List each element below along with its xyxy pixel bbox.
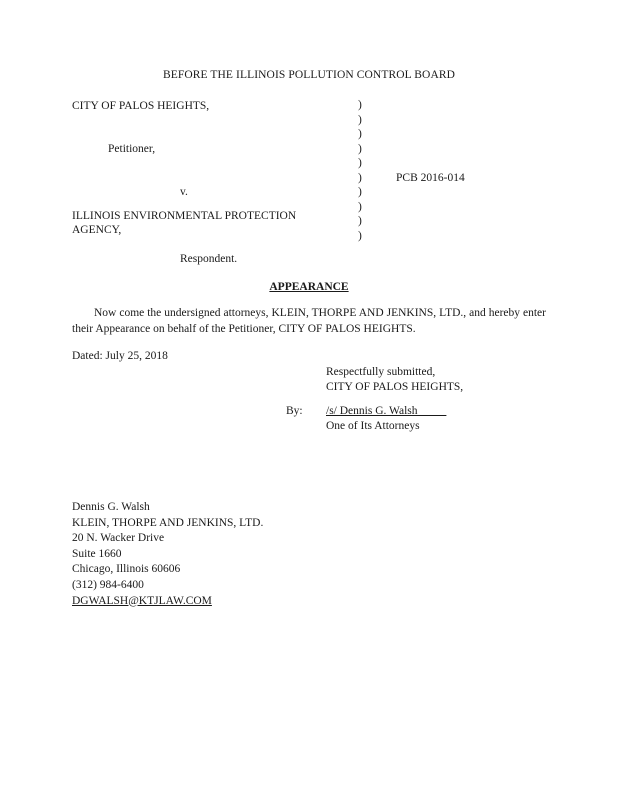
phone-number: (312) 984-6400 <box>72 578 144 591</box>
caption-paren: ) <box>358 128 362 140</box>
signature-by-label: By: <box>286 405 303 417</box>
city-state-zip: Chicago, Illinois 60606 <box>72 563 181 576</box>
caption-paren: ) <box>358 113 362 126</box>
document-title: APPEARANCE <box>269 281 349 293</box>
respondent-name-line2: AGENCY, <box>72 224 122 236</box>
signature-capacity: One of Its Attorneys <box>326 420 420 432</box>
appearance-paragraph <box>72 305 546 337</box>
signature-closing: Respectfully submitted, <box>326 366 436 378</box>
caption-paren: ) <box>358 157 362 169</box>
firm-name: KLEIN, THORPE AND JENKINS, LTD. <box>72 516 264 529</box>
caption-paren: ) <box>358 171 362 184</box>
caption-paren: ) <box>358 200 362 213</box>
board-heading: BEFORE THE ILLINOIS POLLUTION CONTROL BOARD <box>162 69 456 81</box>
attorney-block <box>72 500 263 609</box>
caption-paren: ) <box>358 142 362 155</box>
caption-paren: ) <box>358 186 362 198</box>
respondent-name-line1: ILLINOIS ENVIRONMENTAL PROTECTION <box>72 210 297 222</box>
petitioner-name: CITY OF PALOS HEIGHTS, <box>72 100 210 112</box>
caption-paren: ) <box>358 99 362 111</box>
versus-label: v. <box>180 186 188 198</box>
signature-line <box>326 404 446 418</box>
appearance-paragraph-text: Now come the undersigned attorneys, KLEIN, THORPE AND JENKINS, LTD., and hereby enter their Appearance on behalf of the Petitioner, CITY OF PALOS HEIGHTS. <box>72 307 546 335</box>
dated-line: Dated: July 25, 2018 <box>72 350 168 362</box>
email-link[interactable]: DGWALSH@KTJLAW.COM <box>72 594 212 607</box>
caption-paren: ) <box>358 229 362 242</box>
signer-name: /s/ Dennis G. Walsh <box>326 405 418 417</box>
signature-party: CITY OF PALOS HEIGHTS, <box>326 381 464 393</box>
petitioner-role: Petitioner, <box>108 143 156 155</box>
case-number: PCB 2016-014 <box>396 172 465 184</box>
suite-number: Suite 1660 <box>72 547 122 560</box>
street-address: 20 N. Wacker Drive <box>72 532 165 545</box>
respondent-role: Respondent. <box>180 253 238 265</box>
caption-paren: ) <box>358 215 362 227</box>
caption-parentheses <box>358 98 368 243</box>
attorney-name: Dennis G. Walsh <box>72 501 150 513</box>
